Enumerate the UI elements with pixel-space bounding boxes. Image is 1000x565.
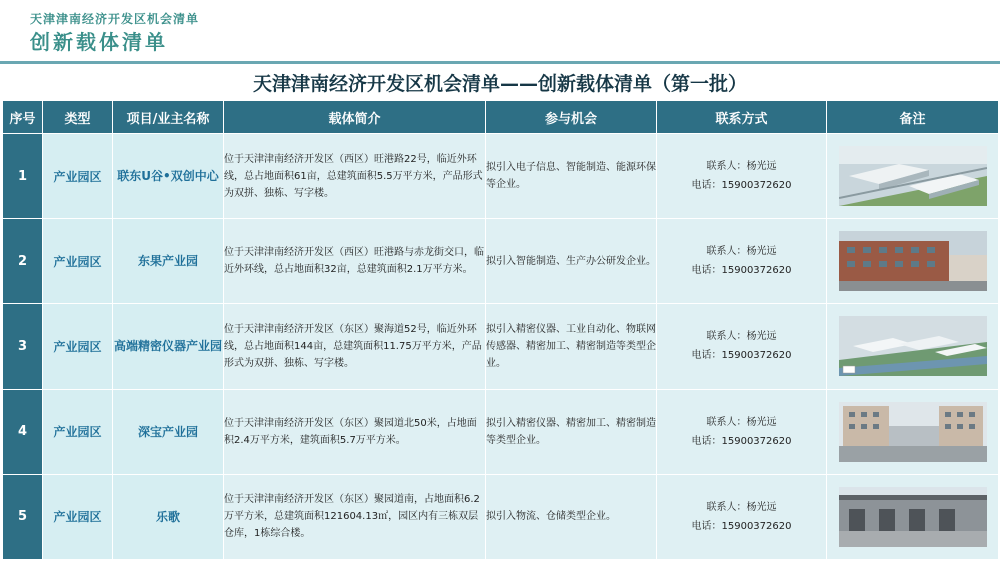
row-number: 2 [3, 219, 43, 304]
row-contact [657, 134, 827, 219]
table-row [3, 304, 999, 389]
aerial-render-image [839, 146, 987, 206]
row-opportunity: 拟引入智能制造、生产办公研发企业。 [486, 219, 657, 304]
row-name: 东果产业园 [113, 219, 224, 304]
row-intro: 位于天津津南经济开发区（东区）聚园道北50米，占地面积2.4万平方米，建筑面积5.7万平方米。 [224, 389, 486, 474]
row-opportunity: 拟引入精密仪器、工业自动化、物联网传感器、精密加工、精密制造等类型企业。 [486, 304, 657, 389]
row-number: 4 [3, 389, 43, 474]
row-number: 5 [3, 474, 43, 559]
col-header-contact: 联系方式 [657, 101, 827, 134]
contact-person: 联系人：杨光远 [706, 246, 777, 258]
contact-phone: 电话：15900372620 [691, 520, 792, 532]
building-photo-image [839, 231, 987, 291]
row-contact [657, 219, 827, 304]
row-remark [827, 304, 999, 389]
row-contact [657, 474, 827, 559]
contact-person: 联系人：杨光远 [706, 501, 777, 513]
building-photo-image [839, 402, 987, 462]
table-header-row [3, 101, 999, 134]
row-contact [657, 389, 827, 474]
document-title: 天津津南经济开发区机会清单——创新载体清单（第一批） [252, 73, 747, 95]
contact-phone: 电话：15900372620 [691, 180, 792, 192]
row-remark [827, 219, 999, 304]
row-number: 1 [3, 134, 43, 219]
col-header-name: 项目/业主名称 [113, 101, 224, 134]
contact-phone: 电话：15900372620 [691, 435, 792, 447]
table-row [3, 474, 999, 559]
row-type: 产业园区 [43, 304, 113, 389]
row-intro: 位于天津津南经济开发区（西区）旺港路22号，临近外环线，总占地面积61亩，总建筑面积5.5万平方米，产品形式为双拼、独栋、写字楼。 [224, 134, 486, 219]
carrier-table [2, 100, 999, 560]
row-intro: 位于天津津南经济开发区（东区）聚海道52号，临近外环线，总占地面积144亩，总建筑面积11.75万平方米，产品形式为双拼、独栋、写字楼。 [224, 304, 486, 389]
contact-person: 联系人：杨光远 [706, 161, 777, 173]
row-type: 产业园区 [43, 134, 113, 219]
contact-phone: 电话：15900372620 [691, 350, 792, 362]
row-opportunity: 拟引入精密仪器、精密加工、精密制造等类型企业。 [486, 389, 657, 474]
contact-person: 联系人：杨光远 [706, 416, 777, 428]
row-remark [827, 474, 999, 559]
row-intro: 位于天津津南经济开发区（西区）旺港路与赤龙街交口，临近外环线，总占地面积32亩，总建筑面积2.1万平方米。 [224, 219, 486, 304]
col-header-intro: 载体简介 [224, 101, 486, 134]
row-intro: 位于天津津南经济开发区（东区）聚园道南，占地面积6.2万平方米，总建筑面积121604.13㎡，园区内有三栋双层仓库，1栋综合楼。 [224, 474, 486, 559]
col-header-opportunity: 参与机会 [486, 101, 657, 134]
aerial-render-image [839, 316, 987, 376]
contact-phone: 电话：15900372620 [691, 265, 792, 277]
table-row [3, 389, 999, 474]
row-remark [827, 389, 999, 474]
contact-person: 联系人：杨光远 [706, 331, 777, 343]
warehouse-photo-image [839, 487, 987, 547]
table-row [3, 134, 999, 219]
row-contact [657, 304, 827, 389]
row-number: 3 [3, 304, 43, 389]
table-row [3, 219, 999, 304]
row-name: 联东U谷•双创中心 [113, 134, 224, 219]
row-name: 乐歌 [113, 474, 224, 559]
col-header-no: 序号 [3, 101, 43, 134]
row-type: 产业园区 [43, 389, 113, 474]
row-name: 高端精密仪器产业园 [113, 304, 224, 389]
row-opportunity: 拟引入物流、仓储类型企业。 [486, 474, 657, 559]
row-remark [827, 134, 999, 219]
header-title: 创新载体清单 [30, 30, 168, 54]
row-name: 深宝产业园 [113, 389, 224, 474]
header-divider [0, 61, 1000, 64]
row-type: 产业园区 [43, 219, 113, 304]
header-subtitle: 天津津南经济开发区机会清单 [30, 12, 200, 26]
row-type: 产业园区 [43, 474, 113, 559]
col-header-type: 类型 [43, 101, 113, 134]
row-opportunity: 拟引入电子信息、智能制造、能源环保等企业。 [486, 134, 657, 219]
col-header-remark: 备注 [827, 101, 999, 134]
